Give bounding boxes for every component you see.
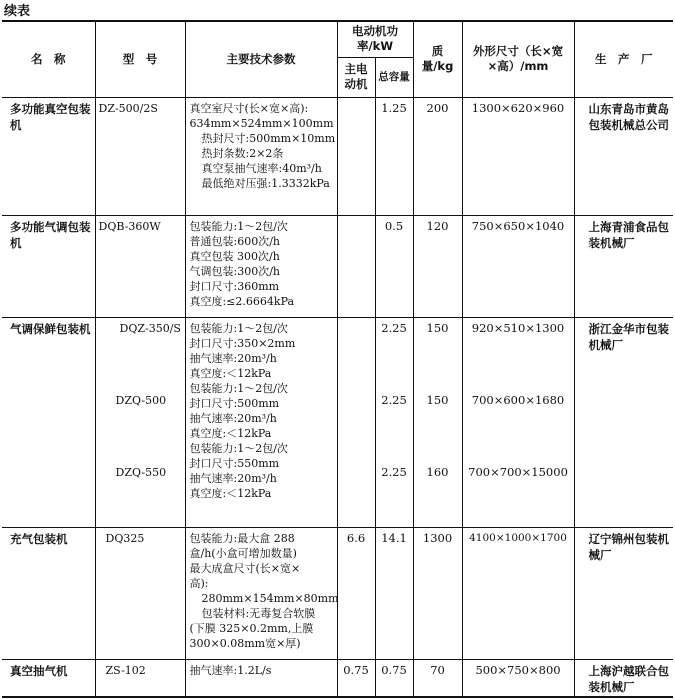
row-params: 包装能力:最大盒 288 盒/h(小盒可增加数量) 最大成盒尺寸(长×宽× 高): 280mm×154mm×80mm 包装材料:无毒复合软膜 (下膜 325×0.2mm,上膜 300×0.08mm宽×厚) bbox=[185, 527, 337, 659]
row-maker: 上海青浦食品包装机械厂 bbox=[574, 215, 673, 317]
row-size: 1300×620×960 bbox=[462, 97, 574, 215]
row-params: 包装能力:1～2包/次 封口尺寸:350×2mm 抽气速率:20m³/h 真空度:＜12kPa 包装能力:1～2包/次 封口尺寸:500mm 抽气速率:20m³/h 真空度:＜12kPa 包装能力:1～2包/次 封口尺寸:550mm 抽气速率:20m³/h 真空度:＜12kPa bbox=[185, 317, 337, 527]
row-mass: 70 bbox=[413, 659, 462, 697]
row-total-power: 1.25 bbox=[375, 97, 413, 215]
row-size: 500×750×800 bbox=[462, 659, 574, 697]
row-size: 4100×1000×1700 bbox=[462, 527, 574, 659]
row-main-power bbox=[337, 215, 375, 317]
header-params: 主要技术参数 bbox=[185, 21, 337, 97]
row-model: DQB-360W bbox=[95, 215, 185, 317]
row-main-power bbox=[337, 317, 375, 527]
row-mass: 150 150 160 bbox=[413, 317, 462, 527]
row-total-power: 0.5 bbox=[375, 215, 413, 317]
header-mass: 质量/kg bbox=[413, 21, 462, 97]
equipment-table bbox=[2, 20, 673, 698]
row-mass: 1300 bbox=[413, 527, 462, 659]
row-main-power: 6.6 bbox=[337, 527, 375, 659]
header-power-total: 总容量 bbox=[375, 57, 413, 97]
header-size: 外形尺寸（长×宽×高）/mm bbox=[462, 21, 574, 97]
table-row bbox=[2, 317, 673, 527]
header-maker: 生 产 厂 bbox=[574, 21, 673, 97]
table-row bbox=[2, 659, 673, 697]
header-name: 名 称 bbox=[2, 21, 95, 97]
header-model: 型 号 bbox=[95, 21, 185, 97]
row-total-power: 0.75 bbox=[375, 659, 413, 697]
row-maker: 上海沪越联合包装机械厂 bbox=[574, 659, 673, 697]
table-row bbox=[2, 527, 673, 659]
header-power-group: 电动机功率/kW bbox=[337, 21, 413, 57]
row-maker: 浙江金华市包装机械厂 bbox=[574, 317, 673, 527]
table-caption: 续表 bbox=[4, 4, 31, 19]
row-name: 真空抽气机 bbox=[2, 659, 95, 697]
row-name: 气调保鲜包装机 bbox=[2, 317, 95, 527]
row-maker: 山东青岛市黄岛包装机械总公司 bbox=[574, 97, 673, 215]
table-row bbox=[2, 215, 673, 317]
table-row bbox=[2, 97, 673, 215]
row-maker: 辽宁锦州包装机械厂 bbox=[574, 527, 673, 659]
row-name: 多功能真空包装机 bbox=[2, 97, 95, 215]
row-mass: 200 bbox=[413, 97, 462, 215]
row-params: 抽气速率:1.2L/s bbox=[185, 659, 337, 697]
row-main-power bbox=[337, 97, 375, 215]
row-size: 750×650×1040 bbox=[462, 215, 574, 317]
row-total-power: 2.25 2.25 2.25 bbox=[375, 317, 413, 527]
row-size: 920×510×1300 700×600×1680 700×700×15000 bbox=[462, 317, 574, 527]
row-params: 包装能力:1～2包/次 普通包装:600次/h 真空包装 300次/h 气调包装:300次/h 封口尺寸:360mm 真空度:≤2.6664kPa bbox=[185, 215, 337, 317]
row-name: 充气包装机 bbox=[2, 527, 95, 659]
row-model: ZS-102 bbox=[95, 659, 185, 697]
row-model: DZ-500/2S bbox=[95, 97, 185, 215]
row-mass: 120 bbox=[413, 215, 462, 317]
row-name: 多功能气调包装机 bbox=[2, 215, 95, 317]
row-model: DQ325 bbox=[95, 527, 185, 659]
header-power-main: 主电动机 bbox=[337, 57, 375, 97]
row-params: 真空室尺寸(长×宽×高): 634mm×524mm×100mm 热封尺寸:500mm×10mm 热封条数:2×2条 真空泵抽气速率:40m³/h 最低绝对压强:1.3332kPa bbox=[185, 97, 337, 215]
row-total-power: 14.1 bbox=[375, 527, 413, 659]
row-main-power: 0.75 bbox=[337, 659, 375, 697]
row-model: DQZ-350/S DZQ-500 DZQ-550 bbox=[95, 317, 185, 527]
